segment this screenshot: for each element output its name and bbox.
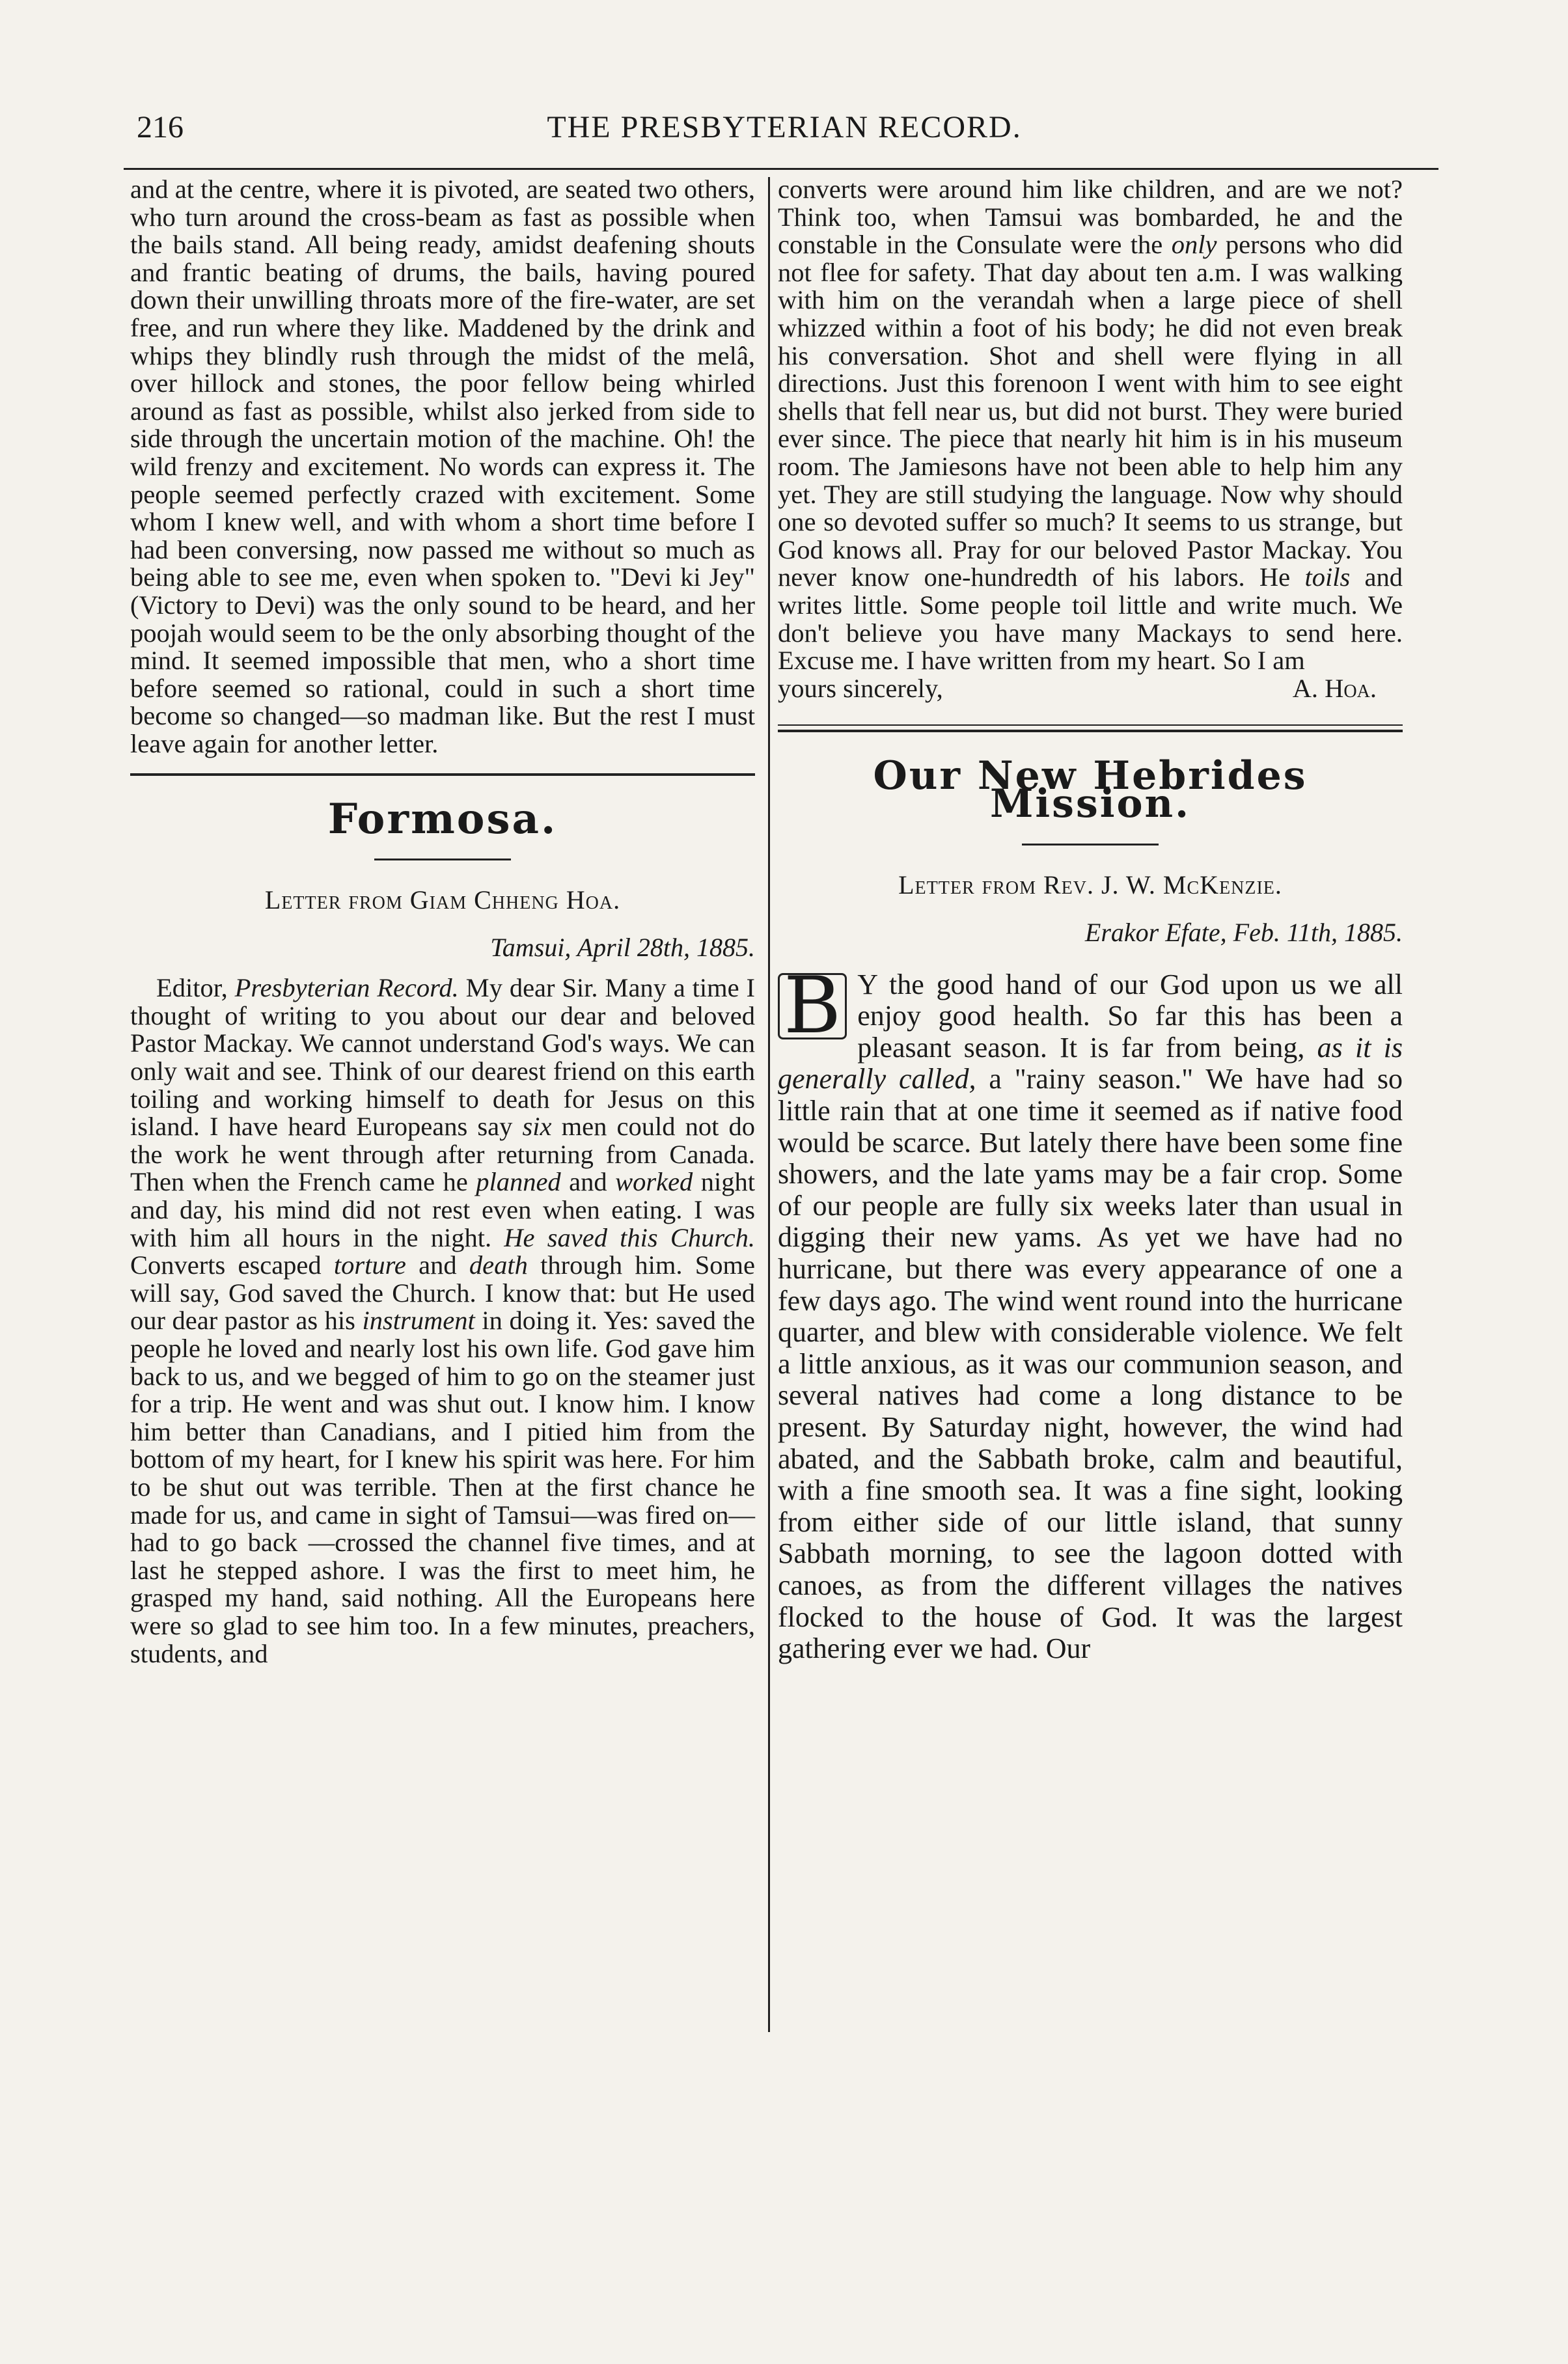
continuation-paragraph — [778, 176, 1403, 675]
section-title-formosa: Formosa. — [327, 795, 558, 844]
text-run: a "rainy season." We have had so little rain that at one time it seemed as if native food would be scarce. But lately there have been some fine showers, and the late yams may be a fair crop. Some of our people are fully six weeks later than usual in digging their new yams. As yet we have had no hurricane, but there was every appearance of one a few days ago. The wind went round into the hurricane quarter, and blew with considerable violence. We felt a little anxious, as it was our communion season, and several natives had come a long distance to be present. By Saturday night, however, the wind had abated, and the Sabbath broke, calm and beautiful, with a fine smooth sea. It was a fine sight, looking from either side of our little island, that sunny Sabbath morning, to see the lagoon dotted with canoes, as from the different villages the natives flocked to the house of God. It was the largest gathering ever we had. Our — [778, 1063, 1403, 1665]
closing: yours sincerely, — [778, 673, 943, 703]
italic-run: as it is generally called, — [778, 1031, 1403, 1095]
text-run: and — [406, 1250, 469, 1280]
text-run: through him. Some will say, God saved the Church. I know that: but He used our dear pastor as his — [130, 1250, 755, 1336]
drop-cap: B — [778, 973, 847, 1039]
dateline — [778, 919, 1403, 947]
italic-run: planned — [476, 1167, 561, 1197]
right-column — [778, 176, 1403, 1665]
dateline-place: Erakor Efate, — [1084, 918, 1227, 948]
dateline-place: Tamsui, — [490, 932, 571, 962]
page-number: 216 — [137, 110, 184, 144]
italic-run: torture — [333, 1250, 406, 1280]
text-run: Y the good hand of our God upon us we all enjoy good health. So far this has been a pleasant season. It is far from being, — [857, 968, 1403, 1064]
text-run: men could not do the work he went through after returning from Canada. Then when the French came he — [130, 1112, 755, 1197]
text-run: converts were around him like children, and are we not? Think too, when Tamsui was bombarded, he and the constable in the Consulate were the — [778, 174, 1403, 260]
text-run: persons who did not flee for safety. That day about ten a.m. I was walking with him on the verandah when a large piece of shell whizzed within a foot of his body; he did not even break his conversation. Shot and shell were flying in all directions. Just this forenoon I went with him to see eight shells that fell near us, but did not burst. They were buried ever since. The piece that nearly hit him is in his museum room. The Jamiesons have not been able to help him any yet. They are still studying the language. Now why should one so devoted suffer so much? It seems to us strange, but God knows all. Pray for our beloved Pastor Mackay. You never know one-hundredth of his labors. He — [778, 230, 1403, 592]
dateline-date: Feb. 11th, 1885. — [1233, 918, 1403, 948]
italic-run: toils — [1304, 562, 1351, 592]
text-run: My dear Sir. Many a time I thought of writing to you about our dear and beloved Pastor Mackay. We cannot understand God's ways. We can only wait and see. Think of our dearest friend on this earth toiling and working himself to death for Jesus on this island. I have heard Europeans say — [130, 973, 756, 1142]
text-run: night and day, his mind did not rest even when eating. I was with him all hours in the night. — [130, 1167, 755, 1252]
left-column — [130, 176, 755, 1668]
journal-title: THE PRESBYTERIAN RECORD. — [547, 110, 1022, 144]
letter-heading: Letter from Giam Chheng Hoa. — [264, 885, 621, 915]
letter-heading: Letter from Rev. J. W. McKenzie. — [898, 870, 1282, 900]
dateline — [130, 934, 755, 962]
column-divider — [768, 177, 770, 2032]
section-title-new-hebrides: Our New Hebrides Mission. — [873, 753, 1308, 827]
italic-run: instrument — [362, 1306, 475, 1336]
italic-run: death — [469, 1250, 528, 1280]
signature: A. Hoa. — [1292, 673, 1377, 703]
italic-run: only — [1171, 230, 1217, 260]
italic-run: six — [522, 1112, 552, 1142]
header-rule — [124, 168, 1438, 170]
italic-run: worked — [615, 1167, 693, 1197]
italic-run: Presbyterian Record. — [234, 973, 459, 1003]
text-run: Converts escaped — [130, 1250, 334, 1280]
letter-body — [778, 960, 1403, 1665]
text-run: in doing it. Yes: saved the people he loved and nearly lost his own life. God gave him back to us, and we begged of him to go on the steamer just for a trip. He went and was shut out. I know him. I know him better than Canadians, and I pitied him from the bottom of my heart, for I knew his spirit was here. For him to be shut out was terrible. Then at the first chance he made for us, and came in sight of Tamsui—was fired on—had to go back —crossed the channel five times, and at last he stepped ashore. I was the first to meet him, he grasped my hand, said nothing. All the Europeans here were so glad to see him too. In a few minutes, preachers, students, and — [130, 1306, 755, 1668]
continuation-paragraph: and at the centre, where it is pivoted, are seated two others, who turn around the cross-beam as fast as possible when the bails stand. All being ready, amidst deafening shouts and frantic beating of drums, the bails, having poured down their unwilling throats more of the fire-water, are set free, and run where they like. Maddened by the drink and whips they blindly rush through the midst of the melâ, over hillock and stones, the poor fellow being whirled around as fast as possible, whilst also jerked from side to side through the uncertain motion of the machine. Oh! the wild frenzy and excitement. No words can express it. The people seemed perfectly crazed with excitement. Some whom I knew well, and with whom a short time before I had been conversing, now passed me without so much as being able to see me, even when spoken to. "Devi ki Jey" (Victory to Devi) was the only sound to be heard, and her poojah would seem to be the only absorbing thought of the mind. It seemed impossible that men, who a short time before seemed so rational, could in such a short time become so changed—so madman like. But the rest I must leave again for another letter. — [130, 174, 755, 758]
text-run: and writes little. Some people toil little and write much. We don't believe you have many Mackays to send here. Excuse me. I have written from my heart. So I am — [778, 562, 1403, 676]
dateline-date: April 28th, — [577, 932, 690, 962]
italic-run: He saved this Church. — [504, 1222, 755, 1252]
letter-body — [130, 974, 755, 1668]
running-header — [137, 109, 1432, 155]
dateline-year: 1885. — [696, 932, 755, 962]
signature-line — [778, 675, 1403, 703]
text-run: and — [560, 1167, 616, 1197]
text-run: Editor, — [156, 973, 235, 1003]
